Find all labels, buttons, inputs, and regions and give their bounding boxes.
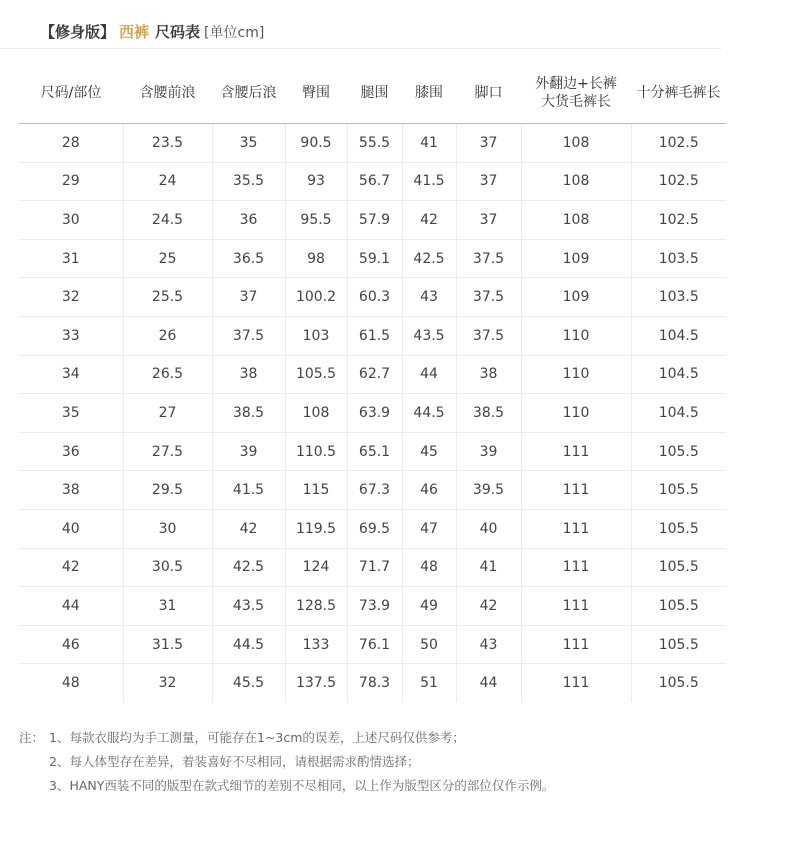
measurement-cell: 98 (285, 239, 347, 278)
table-row (19, 548, 726, 587)
measurement-cell: 67.3 (347, 471, 402, 510)
measurement-cell: 37 (212, 278, 285, 317)
measurement-cell: 48 (402, 548, 456, 587)
measurement-cell: 39 (456, 432, 521, 471)
column-header (521, 63, 631, 124)
measurement-cell: 111 (521, 432, 631, 471)
measurement-cell: 24 (123, 162, 212, 201)
measurement-cell: 111 (521, 664, 631, 702)
measurement-cell: 35 (212, 124, 285, 163)
title-category: 西裤 (119, 23, 150, 41)
size-cell: 36 (19, 432, 123, 471)
table-body (19, 124, 726, 702)
measurement-cell: 71.7 (347, 548, 402, 587)
measurement-cell: 37 (456, 124, 521, 163)
measurement-cell: 105.5 (631, 664, 726, 702)
measurement-cell: 55.5 (347, 124, 402, 163)
measurement-cell: 76.1 (347, 625, 402, 664)
measurement-cell: 36 (212, 201, 285, 240)
notes-section (19, 726, 759, 798)
measurement-cell: 73.9 (347, 587, 402, 626)
column-header-label: 腿围 (360, 85, 389, 101)
measurement-cell: 137.5 (285, 664, 347, 702)
measurement-cell: 59.1 (347, 239, 402, 278)
measurement-cell: 37 (456, 162, 521, 201)
measurement-cell: 27 (123, 394, 212, 433)
measurement-cell: 39.5 (456, 471, 521, 510)
measurement-cell: 24.5 (123, 201, 212, 240)
measurement-cell: 78.3 (347, 664, 402, 702)
size-cell: 31 (19, 239, 123, 278)
title-chart-name: 尺码表 (155, 23, 201, 41)
measurement-cell: 111 (521, 587, 631, 626)
measurement-cell: 102.5 (631, 162, 726, 201)
measurement-cell: 115 (285, 471, 347, 510)
measurement-cell: 65.1 (347, 432, 402, 471)
measurement-cell: 124 (285, 548, 347, 587)
size-cell: 46 (19, 625, 123, 664)
column-header (212, 63, 285, 124)
size-cell: 35 (19, 394, 123, 433)
size-cell: 34 (19, 355, 123, 394)
measurement-cell: 29.5 (123, 471, 212, 510)
column-header (631, 63, 726, 124)
measurement-cell: 37.5 (212, 316, 285, 355)
column-header-label: 臀围 (302, 85, 330, 101)
table-row (19, 471, 726, 510)
measurement-cell: 37 (456, 201, 521, 240)
measurement-cell: 105.5 (285, 355, 347, 394)
measurement-cell: 104.5 (631, 355, 726, 394)
measurement-cell: 38.5 (212, 394, 285, 433)
measurement-cell: 31 (123, 587, 212, 626)
measurement-cell: 30 (123, 509, 212, 548)
measurement-cell: 37.5 (456, 316, 521, 355)
measurement-cell: 42.5 (212, 548, 285, 587)
size-cell: 32 (19, 278, 123, 317)
table-row (19, 316, 726, 355)
measurement-cell: 60.3 (347, 278, 402, 317)
measurement-cell: 105.5 (631, 471, 726, 510)
note-item (19, 750, 759, 774)
measurement-cell: 37.5 (456, 239, 521, 278)
measurement-cell: 108 (285, 394, 347, 433)
note-item (19, 726, 759, 750)
measurement-cell: 111 (521, 509, 631, 548)
measurement-cell: 90.5 (285, 124, 347, 163)
measurement-cell: 110 (521, 316, 631, 355)
measurement-cell: 56.7 (347, 162, 402, 201)
page-title (40, 18, 264, 46)
measurement-cell: 108 (521, 201, 631, 240)
measurement-cell: 45 (402, 432, 456, 471)
table-row (19, 162, 726, 201)
size-cell: 44 (19, 587, 123, 626)
measurement-cell: 30.5 (123, 548, 212, 587)
measurement-cell: 43.5 (212, 587, 285, 626)
measurement-cell: 43 (456, 625, 521, 664)
measurement-cell: 51 (402, 664, 456, 702)
measurement-cell: 42 (212, 509, 285, 548)
measurement-cell: 69.5 (347, 509, 402, 548)
size-cell: 29 (19, 162, 123, 201)
note-text: 3、HANY西装不同的版型在款式细节的差别不尽相同，以上作为版型区分的部位仅作示例。 (49, 778, 555, 793)
measurement-cell: 103.5 (631, 278, 726, 317)
table-row (19, 239, 726, 278)
table-row (19, 124, 726, 163)
size-cell: 48 (61, 675, 80, 692)
column-header (19, 63, 123, 124)
measurement-cell: 25.5 (123, 278, 212, 317)
note-text: 2、每人体型存在差异，着装喜好不尽相同，请根据需求酌情选择； (49, 754, 420, 769)
measurement-cell: 23.5 (123, 124, 212, 163)
measurement-cell: 38.5 (456, 394, 521, 433)
size-cell: 30 (19, 201, 123, 240)
column-header-label: 含腰前浪 (139, 85, 196, 101)
column-header-label: 膝围 (415, 85, 443, 101)
measurement-cell: 26 (123, 316, 212, 355)
measurement-cell: 40 (456, 509, 521, 548)
measurement-cell: 93 (285, 162, 347, 201)
measurement-cell: 32 (123, 664, 212, 702)
note-item (19, 774, 759, 798)
measurement-cell: 47 (402, 509, 456, 548)
measurement-cell: 104.5 (631, 394, 726, 433)
table-row (19, 625, 726, 664)
column-header-label: 外翻边+长裤 (535, 76, 617, 92)
measurement-cell: 104.5 (631, 316, 726, 355)
measurement-cell: 110 (521, 355, 631, 394)
title-divider (0, 48, 722, 49)
measurement-cell: 43.5 (402, 316, 456, 355)
measurement-cell: 49 (402, 587, 456, 626)
table-row (19, 394, 726, 433)
title-unit: [单位cm] (204, 25, 265, 41)
column-header (285, 63, 347, 124)
measurement-cell: 42 (402, 201, 456, 240)
measurement-cell: 35.5 (212, 162, 285, 201)
column-header-label: 十分裤毛裤长 (636, 85, 721, 101)
measurement-cell: 63.9 (347, 394, 402, 433)
table-row (19, 587, 726, 626)
column-header (456, 63, 521, 124)
measurement-cell: 38 (212, 355, 285, 394)
measurement-cell: 50 (402, 625, 456, 664)
title-fit-label: 【修身版】 (40, 23, 116, 41)
measurement-cell: 105.5 (631, 509, 726, 548)
measurement-cell: 43 (402, 278, 456, 317)
measurement-cell: 111 (521, 625, 631, 664)
measurement-cell: 105.5 (631, 432, 726, 471)
measurement-cell: 27.5 (123, 432, 212, 471)
measurement-cell: 41 (402, 124, 456, 163)
measurement-cell: 111 (521, 548, 631, 587)
measurement-cell: 41.5 (402, 162, 456, 201)
column-header-label: 含腰后浪 (220, 85, 277, 101)
measurement-cell: 62.7 (347, 355, 402, 394)
measurement-cell: 44.5 (402, 394, 456, 433)
measurement-cell: 31.5 (123, 625, 212, 664)
measurement-cell: 109 (521, 239, 631, 278)
measurement-cell: 46 (402, 471, 456, 510)
size-cell: 38 (19, 471, 123, 510)
measurement-cell: 105.5 (631, 548, 726, 587)
measurement-cell: 42.5 (402, 239, 456, 278)
column-header-label: 尺码/部位 (40, 85, 102, 101)
measurement-cell: 110.5 (285, 432, 347, 471)
column-header-label: 大货毛裤长 (541, 94, 611, 110)
column-header (347, 63, 402, 124)
table-row (19, 432, 726, 471)
measurement-cell: 44 (456, 664, 521, 702)
measurement-cell: 61.5 (347, 316, 402, 355)
measurement-cell: 57.9 (347, 201, 402, 240)
measurement-cell: 95.5 (285, 201, 347, 240)
table-row (19, 355, 726, 394)
column-header-label: 脚口 (474, 85, 503, 101)
column-header (123, 63, 212, 124)
table-header-row (19, 63, 726, 124)
size-cell: 42 (19, 548, 123, 587)
size-cell: 33 (19, 316, 123, 355)
table-row (19, 201, 726, 240)
measurement-cell: 44.5 (212, 625, 285, 664)
measurement-cell: 26.5 (123, 355, 212, 394)
measurement-cell: 100.2 (285, 278, 347, 317)
measurement-cell: 42 (456, 587, 521, 626)
measurement-cell: 105.5 (631, 625, 726, 664)
measurement-cell: 103 (285, 316, 347, 355)
size-cell: 40 (19, 509, 123, 548)
measurement-cell: 133 (285, 625, 347, 664)
measurement-cell: 102.5 (631, 201, 726, 240)
measurement-cell: 119.5 (285, 509, 347, 548)
measurement-cell: 108 (521, 162, 631, 201)
measurement-cell: 39 (212, 432, 285, 471)
note-text: 1、每款衣服均为手工测量，可能存在1~3cm的误差，上述尺码仅供参考； (49, 730, 465, 745)
size-cell: 28 (19, 124, 123, 163)
measurement-cell: 36.5 (212, 239, 285, 278)
measurement-cell: 109 (521, 278, 631, 317)
table-row (19, 509, 726, 548)
table-row (19, 278, 726, 317)
measurement-cell: 25 (123, 239, 212, 278)
measurement-cell: 108 (521, 124, 631, 163)
measurement-cell: 38 (456, 355, 521, 394)
measurement-cell: 37.5 (456, 278, 521, 317)
measurement-cell: 45.5 (212, 664, 285, 702)
measurement-cell: 41 (456, 548, 521, 587)
measurement-cell: 103.5 (631, 239, 726, 278)
measurement-cell: 110 (521, 394, 631, 433)
measurement-cell: 128.5 (285, 587, 347, 626)
table-row (19, 664, 726, 702)
column-header (402, 63, 456, 124)
measurement-cell: 111 (521, 471, 631, 510)
notes-prefix: 注： (19, 730, 45, 745)
size-table (19, 63, 726, 702)
measurement-cell: 102.5 (631, 124, 726, 163)
measurement-cell: 44 (402, 355, 456, 394)
measurement-cell: 105.5 (631, 587, 726, 626)
measurement-cell: 41.5 (212, 471, 285, 510)
